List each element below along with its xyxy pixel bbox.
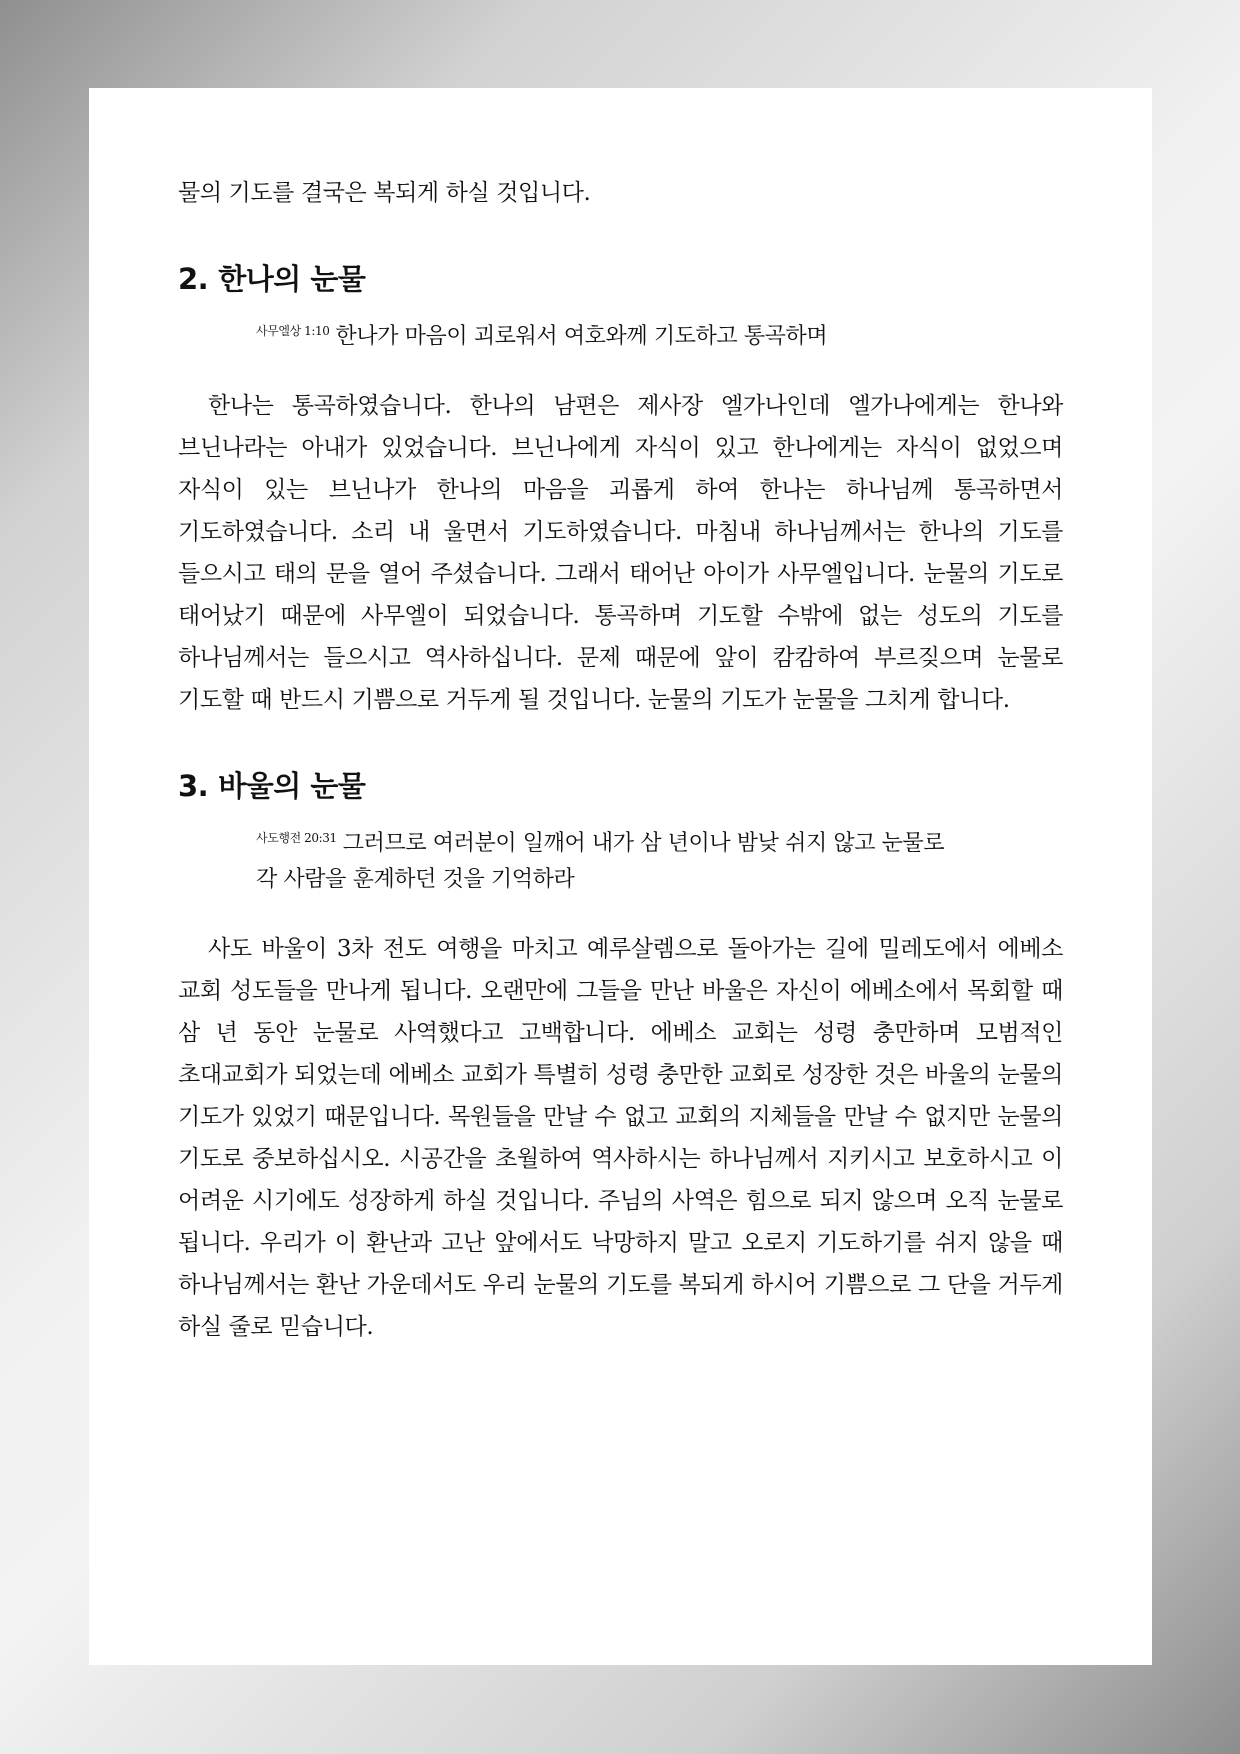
section-number: 3. <box>178 769 209 803</box>
scripture-reference: 사도행전 20:31 <box>256 831 337 845</box>
continued-paragraph: 물의 기도를 결국은 복되게 하실 것입니다. <box>178 180 591 206</box>
section-2 <box>178 259 1063 721</box>
section-title: 바울의 눈물 <box>218 769 366 803</box>
scripture-text-line2: 각 사람을 훈계하던 것을 기억하라 <box>256 867 575 892</box>
section-number: 2. <box>178 262 209 296</box>
section-heading <box>178 766 1063 806</box>
scripture-text-line1: 그러므로 여러분이 일깨어 내가 삼 년이나 밤낮 쉬지 않고 눈물로 <box>342 831 945 856</box>
scripture-reference: 사무엘상 1:10 <box>256 324 330 338</box>
scripture-quote <box>256 820 1063 898</box>
section-title: 한나의 눈물 <box>218 262 366 296</box>
scripture-quote <box>256 313 1063 355</box>
section-3 <box>178 766 1063 1348</box>
scripture-text-line1: 한나가 마음이 괴로워서 여호와께 기도하고 통곡하며 <box>335 324 828 349</box>
document-page <box>89 88 1152 1665</box>
section-heading <box>178 259 1063 299</box>
section-paragraph: 한나는 통곡하였습니다. 한나의 남편은 제사장 엘가나인데 엘가나에게는 한나와 브닌나라는 아내가 있었습니다. 브닌나에게 자식이 있고 한나에게는 자식이 없었으며 자식이 있는 브닌나가 한나의 마음을 괴롭게 하여 한나는 하나님께 통곡하면서 기도하였습니다. 소리 내 울면서 기도하였습니다. 마침내 하나님께서는 한나의 기도를 들으시고 태의 문을 열어 주셨습니다. 그래서 태어난 아이가 사무엘입니다. 눈물의 기도로 태어났기 때문에 사무엘이 되었습니다. 통곡하며 기도할 수밖에 없는 성도의 기도를 하나님께서는 들으시고 역사하십니다. 문제 때문에 앞이 캄캄하여 부르짖으며 눈물로 기도할 때 반드시 기쁨으로 거두게 될 것입니다. 눈물의 기도가 눈물을 그치게 합니다. <box>178 393 1063 713</box>
section-paragraph: 사도 바울이 3차 전도 여행을 마치고 예루살렘으로 돌아가는 길에 밀레도에서 에베소 교회 성도들을 만나게 됩니다. 오랜만에 그들을 만난 바울은 자신이 에베소에서 목회할 때 삼 년 동안 눈물로 사역했다고 고백합니다. 에베소 교회는 성령 충만하며 모범적인 초대교회가 되었는데 에베소 교회가 특별히 성령 충만한 교회로 성장한 것은 바울의 눈물의 기도가 있었기 때문입니다. 목원들을 만날 수 없고 교회의 지체들을 만날 수 없지만 눈물의 기도로 중보하십시오. 시공간을 초월하여 역사하시는 하나님께서 지키시고 보호하시고 이 어려운 시기에도 성장하게 하실 것입니다. 주님의 사역은 힘으로 되지 않으며 오직 눈물로 됩니다. 우리가 이 환난과 고난 앞에서도 낙망하지 말고 오로지 기도하기를 쉬지 않을 때 하나님께서는 환난 가운데서도 우리 눈물의 기도를 복되게 하시어 기쁨으로 그 단을 거두게 하실 줄로 믿습니다. <box>178 936 1063 1340</box>
